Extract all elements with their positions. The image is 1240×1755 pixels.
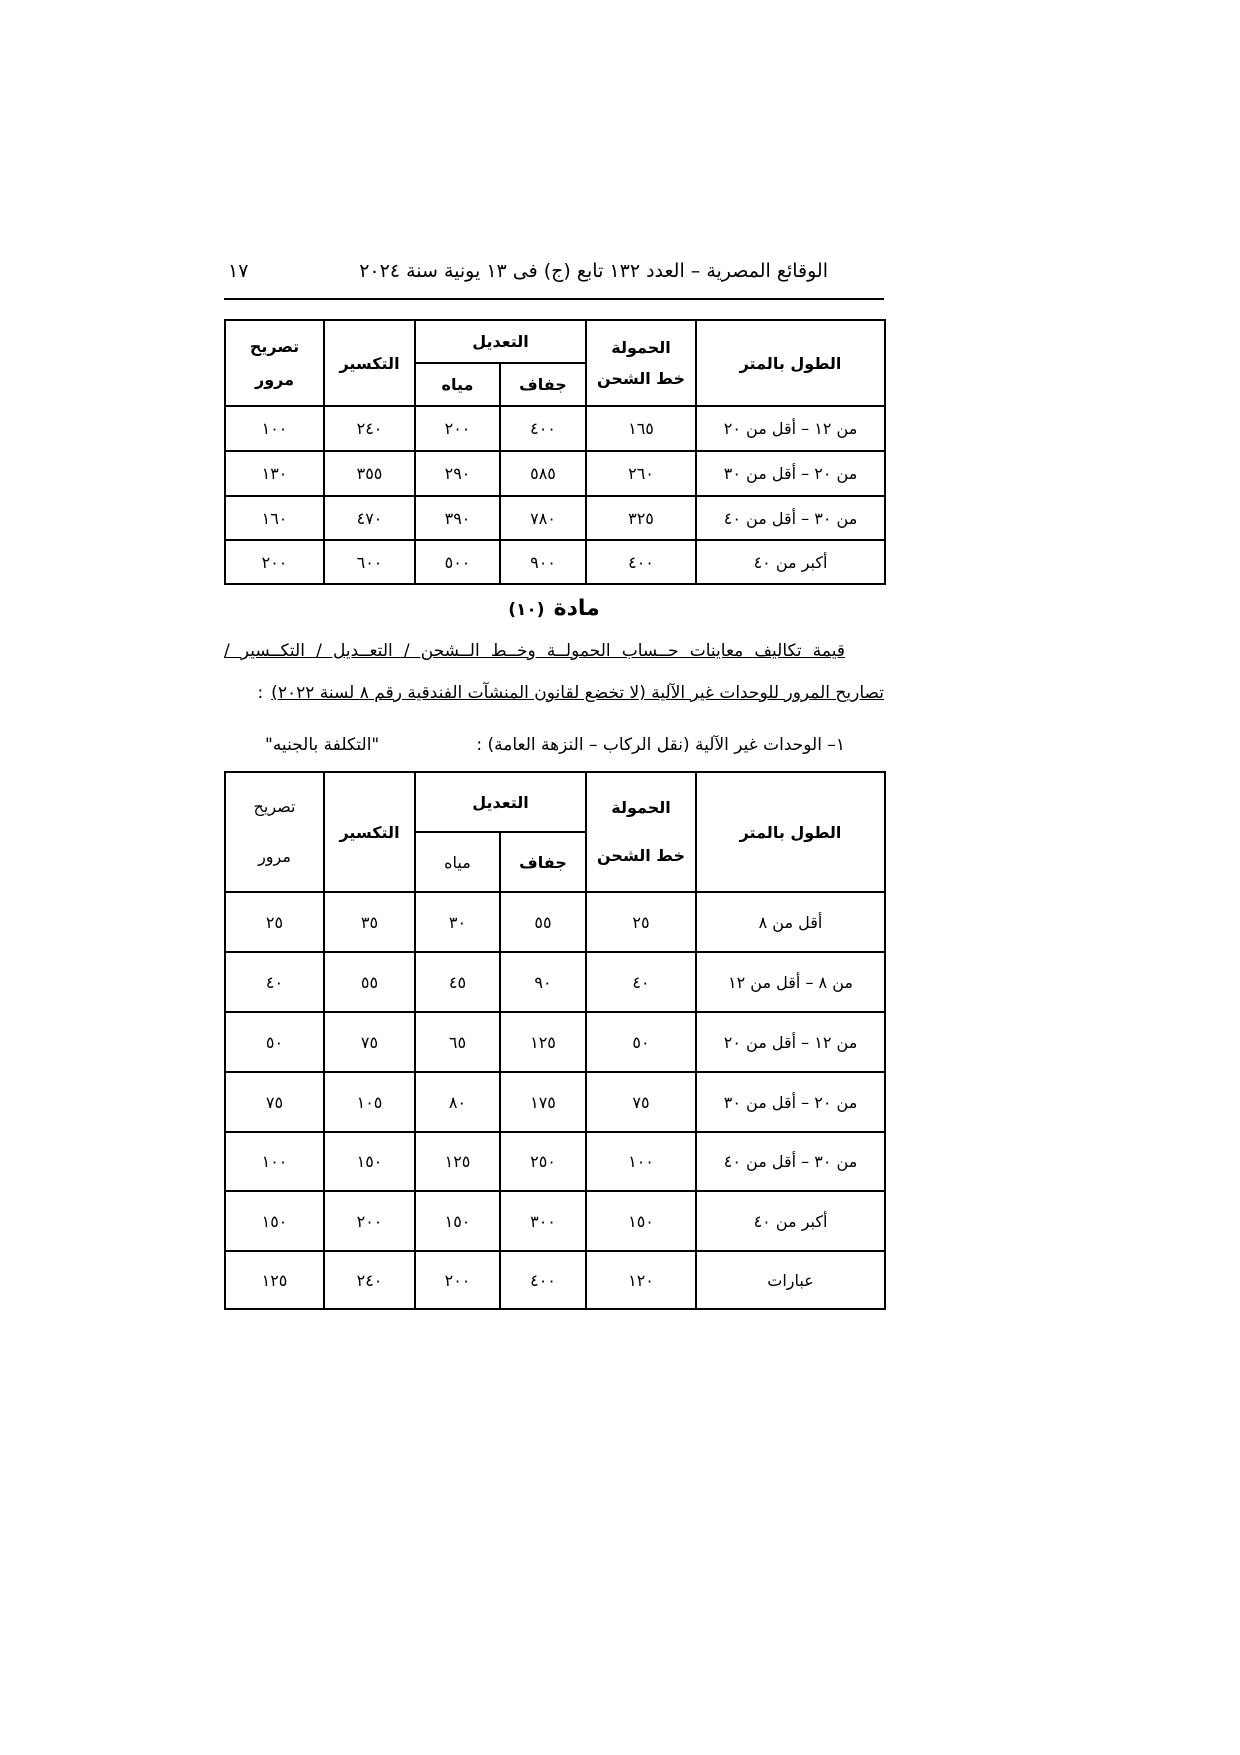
cell-permit: ١٠٠: [225, 1132, 324, 1191]
cell-permit: ٢٠٠: [225, 540, 324, 584]
col-length: الطول بالمتر: [696, 320, 885, 406]
cell-breaking: ٢٤٠: [324, 406, 415, 451]
table-row: [225, 496, 885, 540]
col-dry: جفاف: [500, 363, 586, 406]
cell-water: ٢٩٠: [415, 451, 500, 496]
cell-load-line: ٤٠: [586, 952, 696, 1012]
table-row: [225, 540, 885, 584]
cell-length: من ٨ – أقل من ١٢: [696, 952, 885, 1012]
cell-breaking: ٦٠٠: [324, 540, 415, 584]
article-intro-text: تصاريح المرور للوحدات غير الآلية (لا تخضع لقانون المنشآت الفندقية رقم ٨ لسنة ٢٠٢٢): [271, 683, 884, 703]
col-load-line-label: خط الشحن: [597, 369, 685, 388]
cell-dry: ٥٥: [500, 892, 586, 952]
cell-water: ٣٩٠: [415, 496, 500, 540]
cell-length: من ٢٠ – أقل من ٣٠: [696, 451, 885, 496]
cell-length: من ٢٠ – أقل من ٣٠: [696, 1072, 885, 1132]
article-heading: [224, 594, 884, 624]
section-title: ١– الوحدات غير الآلية (نقل الركاب – النزهة العامة) :: [476, 735, 845, 755]
cell-length: أقل من ٨: [696, 892, 885, 952]
col-permit-label: تصريح: [249, 337, 300, 356]
cell-breaking: ٥٥: [324, 952, 415, 1012]
fees-table-2: [224, 771, 886, 1310]
table-row: [225, 952, 885, 1012]
col-permit-line-label: مرور: [258, 847, 291, 866]
col-load-label: الحمولة: [611, 338, 671, 357]
cell-load-line: ٧٥: [586, 1072, 696, 1132]
gazette-title: الوقائع المصرية – العدد ١٣٢ تابع (ج) فى ١٣ يونية سنة ٢٠٢٤: [359, 260, 828, 282]
col-breaking: التكسير: [324, 772, 415, 892]
col-permit: [225, 772, 324, 892]
table-row: [225, 1191, 885, 1251]
col-permit-label: تصريح: [253, 797, 296, 816]
cell-load-line: ١٢٠: [586, 1251, 696, 1309]
cell-dry: ١٧٥: [500, 1072, 586, 1132]
cell-permit: ١٦٠: [225, 496, 324, 540]
cell-water: ٥٠٠: [415, 540, 500, 584]
table-row: [225, 1251, 885, 1309]
col-breaking: التكسير: [324, 320, 415, 406]
table-header-row: [225, 320, 885, 363]
cell-dry: ٤٠٠: [500, 1251, 586, 1309]
col-modification: التعديل: [415, 320, 586, 363]
cell-load-line: ١٥٠: [586, 1191, 696, 1251]
cell-load-line: ٥٠: [586, 1012, 696, 1072]
page-header: [224, 256, 884, 286]
cell-dry: ٩٠٠: [500, 540, 586, 584]
page-number: ١٧: [228, 260, 249, 282]
cell-breaking: ٣٥: [324, 892, 415, 952]
col-modification: التعديل: [415, 772, 586, 832]
table-row: [225, 1132, 885, 1191]
table-row: [225, 892, 885, 952]
cell-permit: ١٣٠: [225, 451, 324, 496]
table-row: [225, 1012, 885, 1072]
cell-load-line: ٤٠٠: [586, 540, 696, 584]
cell-water: ٦٥: [415, 1012, 500, 1072]
cell-permit: ١٢٥: [225, 1251, 324, 1309]
cell-breaking: ١٠٥: [324, 1072, 415, 1132]
cell-dry: ١٢٥: [500, 1012, 586, 1072]
cell-water: ١٥٠: [415, 1191, 500, 1251]
col-load-label: الحمولة: [611, 798, 671, 817]
cell-length: من ٣٠ – أقل من ٤٠: [696, 1132, 885, 1191]
cell-water: ٢٠٠: [415, 1251, 500, 1309]
article-intro-colon: :: [257, 683, 264, 703]
cell-length: من ١٢ – أقل من ٢٠: [696, 406, 885, 451]
cell-length: من ١٢ – أقل من ٢٠: [696, 1012, 885, 1072]
cell-load-line: ٣٢٥: [586, 496, 696, 540]
cell-dry: ٩٠: [500, 952, 586, 1012]
unit-note: "التكلفة بالجنيه": [265, 735, 380, 755]
cell-load-line: ١٠٠: [586, 1132, 696, 1191]
cell-breaking: ٧٥: [324, 1012, 415, 1072]
cell-load-line: ١٦٥: [586, 406, 696, 451]
cell-dry: ٧٨٠: [500, 496, 586, 540]
article-label: مادة: [553, 596, 600, 621]
header-rule: [224, 298, 884, 300]
cell-dry: ٣٠٠: [500, 1191, 586, 1251]
cell-breaking: ٢٤٠: [324, 1251, 415, 1309]
article-intro-line-2: [224, 680, 884, 706]
cell-permit: ٥٠: [225, 1012, 324, 1072]
cell-length: أكبر من ٤٠: [696, 540, 885, 584]
table-header-row: [225, 772, 885, 832]
col-permit-line-label: مرور: [254, 370, 294, 389]
fees-table-1: [224, 319, 886, 585]
cell-water: ١٢٥: [415, 1132, 500, 1191]
col-length: الطول بالمتر: [696, 772, 885, 892]
cell-water: ٣٠: [415, 892, 500, 952]
cell-permit: ١٠٠: [225, 406, 324, 451]
col-water: مياه: [415, 363, 500, 406]
cell-load-line: ٢٥: [586, 892, 696, 952]
article-intro-line-1: قيمة تكاليف معاينات حــساب الحمولــة وخــط الــشحن / التعــديل / التكــسير /: [224, 641, 845, 661]
cell-length: من ٣٠ – أقل من ٤٠: [696, 496, 885, 540]
col-water: مياه: [415, 832, 500, 892]
cell-dry: ٤٠٠: [500, 406, 586, 451]
table-row: [225, 1072, 885, 1132]
cell-permit: ٢٥: [225, 892, 324, 952]
cell-permit: ١٥٠: [225, 1191, 324, 1251]
cell-dry: ٢٥٠: [500, 1132, 586, 1191]
cell-breaking: ٢٠٠: [324, 1191, 415, 1251]
cell-permit: ٤٠: [225, 952, 324, 1012]
cell-water: ٨٠: [415, 1072, 500, 1132]
cell-length: أكبر من ٤٠: [696, 1191, 885, 1251]
col-load-line: [586, 320, 696, 406]
cell-load-line: ٢٦٠: [586, 451, 696, 496]
cell-permit: ٧٥: [225, 1072, 324, 1132]
col-dry: جفاف: [500, 832, 586, 892]
article-number: (١٠): [508, 600, 545, 620]
cell-length: عبارات: [696, 1251, 885, 1309]
cell-breaking: ١٥٠: [324, 1132, 415, 1191]
section-title-line: [265, 732, 845, 758]
col-load-line-label: خط الشحن: [597, 846, 685, 865]
table-row: [225, 406, 885, 451]
col-load-line: [586, 772, 696, 892]
cell-dry: ٥٨٥: [500, 451, 586, 496]
cell-breaking: ٤٧٠: [324, 496, 415, 540]
col-permit: [225, 320, 324, 406]
cell-breaking: ٣٥٥: [324, 451, 415, 496]
cell-water: ٤٥: [415, 952, 500, 1012]
table-row: [225, 451, 885, 496]
cell-water: ٢٠٠: [415, 406, 500, 451]
